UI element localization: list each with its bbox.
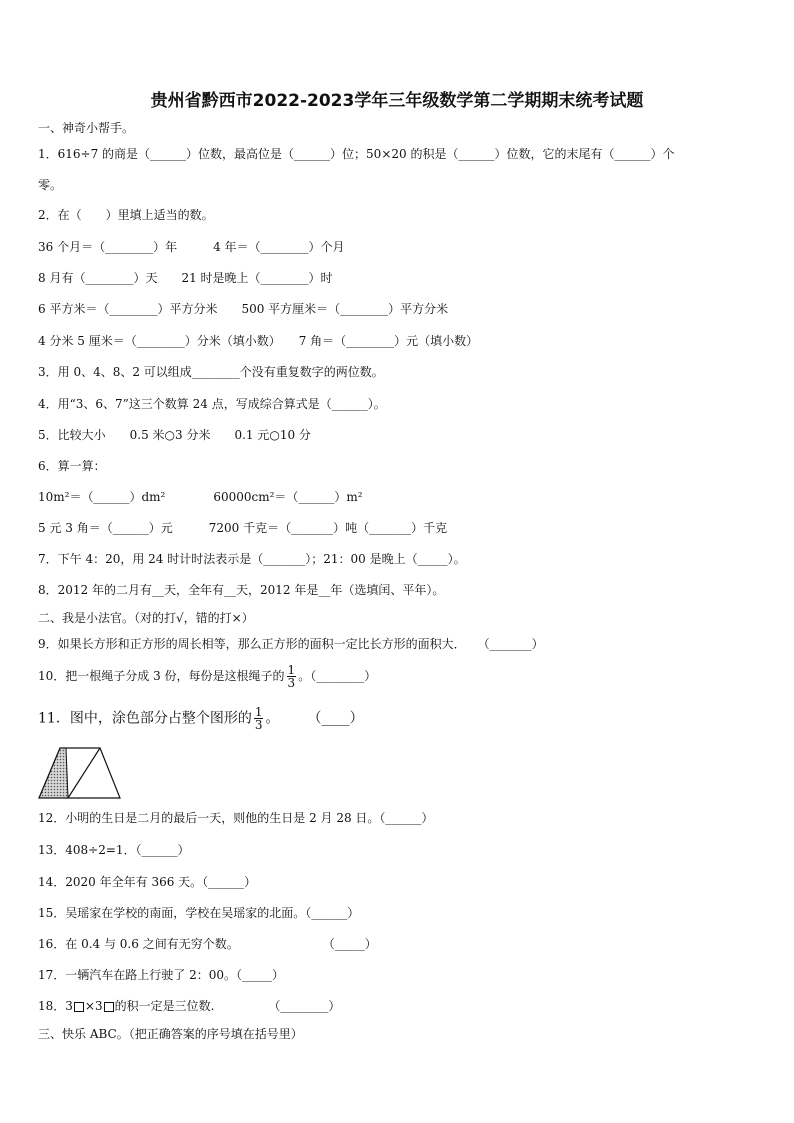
trapezoid-figure — [38, 746, 122, 800]
question-2-row-1: 36 个月＝（________）年 4 年＝（________）个月 — [38, 240, 345, 254]
trapezoid-diagonal — [68, 748, 100, 798]
question-18-part-3: 的积一定是三位数. （________） — [114, 999, 341, 1013]
question-2-row-3: 6 平方米＝（________）平方分米 500 平方厘米＝（________）平方分米 — [38, 302, 449, 316]
question-2: 2．在（ ）里填上适当的数。 — [38, 208, 214, 222]
question-17: 17．一辆汽车在路上行驶了 2：00。（_____） — [38, 968, 284, 982]
fraction-denominator: 3 — [287, 676, 296, 690]
question-10-answer: 。（________） — [298, 669, 377, 683]
question-9: 9．如果长方形和正方形的周长相等，那么正方形的面积一定比长方形的面积大． （_______） — [38, 637, 544, 651]
question-3: 3．用 0、4、8、2 可以组成________个没有重复数字的两位数。 — [38, 365, 384, 379]
question-5: 5．比较大小 0.5 米○3 分米 0.1 元○10 分 — [38, 428, 311, 442]
question-6: 6．算一算： — [38, 459, 106, 473]
question-16: 16．在 0.4 与 0.6 之间有无穷个数。 （_____） — [38, 937, 377, 951]
blank-square-icon — [74, 1002, 84, 1012]
question-13: 13．408÷2=1．（______） — [38, 843, 190, 857]
blank-square-icon — [104, 1002, 114, 1012]
question-18 — [38, 998, 340, 1014]
question-2-row-4: 4 分米 5 厘米＝（________）分米（填小数） 7 角＝（________）元（填小数） — [38, 334, 479, 348]
question-11-answer: 。 （____） — [265, 710, 364, 727]
question-18-part-1: 18．3 — [38, 999, 73, 1013]
question-1-line-1: 1．616÷7 的商是（______）位数，最高位是（______）位；50×20 的积是（______）位数，它的末尾有（______）个 — [38, 147, 675, 161]
question-14: 14．2020 年全年有 366 天。（______） — [38, 875, 257, 889]
section-1-heading: 一、神奇小帮手。 — [38, 121, 135, 135]
fraction-denominator: 3 — [254, 718, 263, 732]
question-10-text: 10．把一根绳子分成 3 份，每份是这根绳子的 — [38, 669, 285, 683]
section-2-heading: 二、我是小法官。（对的打√，错的打×） — [38, 611, 254, 625]
question-1-line-2: 零。 — [38, 178, 63, 192]
fraction-one-third — [254, 706, 264, 731]
question-10 — [38, 664, 376, 689]
question-12: 12．小明的生日是二月的最后一天，则他的生日是 2 月 28 日。（______） — [38, 811, 434, 825]
question-11-text: 11．图中，涂色部分占整个图形的 — [38, 710, 252, 727]
page-title: 贵州省黔西市2022-2023学年三年级数学第二学期期末统考试题 — [150, 91, 644, 111]
question-18-part-2: ×3 — [84, 999, 103, 1013]
shaded-triangle — [39, 748, 68, 798]
fraction-numerator: 1 — [287, 663, 296, 677]
question-6-row-1: 10m²＝（______）dm² 60000cm²＝（______）m² — [38, 490, 363, 504]
question-4: 4．用“3、6、7”这三个数算 24 点，写成综合算式是（______）。 — [38, 397, 386, 411]
question-6-row-2: 5 元 3 角＝（______）元 7200 千克＝（_______）吨（_______）千克 — [38, 521, 448, 535]
question-2-row-2: 8 月有（________）天 21 时是晚上（________）时 — [38, 271, 333, 285]
question-7: 7．下午 4：20，用 24 时计时法表示是（_______）；21：00 是晚上（_____）。 — [38, 552, 466, 566]
section-3-heading: 三、快乐 ABC。（把正确答案的序号填在括号里） — [38, 1027, 303, 1041]
question-8: 8．2012 年的二月有__天，全年有__天，2012 年是__年（选填闰、平年）。 — [38, 583, 445, 597]
question-15: 15．吴瑶家在学校的南面，学校在吴瑶家的北面。（______） — [38, 906, 360, 920]
question-11 — [38, 706, 363, 731]
fraction-one-third — [287, 664, 297, 689]
fraction-numerator: 1 — [254, 705, 263, 719]
